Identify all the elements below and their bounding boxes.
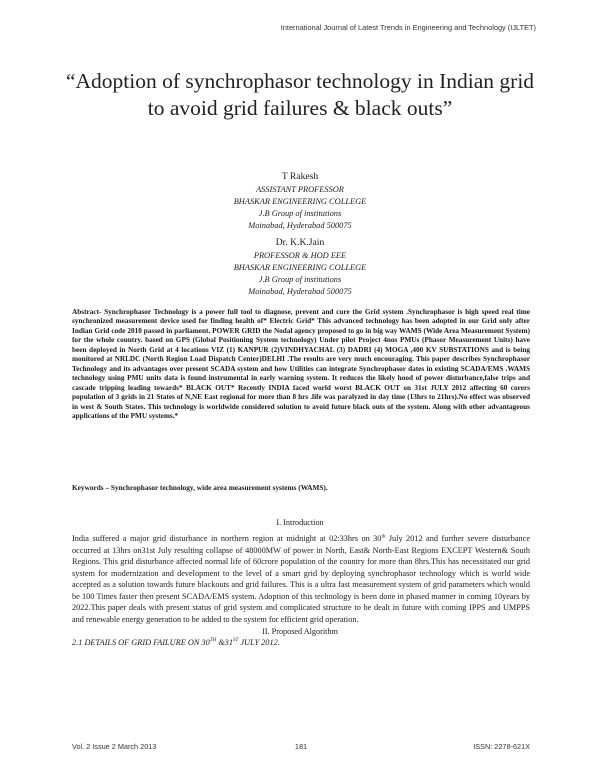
journal-header: International Journal of Latest Trends in Engineering and Technology (IJLTET) [280, 23, 536, 32]
author-name: T Rakesh [281, 171, 319, 182]
author-block-1 [80, 170, 520, 232]
superscript: TH [209, 638, 217, 644]
section-heading-proposed-algorithm: II. Proposed Algorithm [262, 627, 338, 636]
subsection-part: &31 [216, 638, 233, 647]
section-heading-introduction: I. Introduction [276, 518, 324, 527]
subsection-part: JULY 2012. [238, 638, 280, 647]
introduction-body [72, 533, 530, 625]
footer-page-number: 181 [294, 742, 308, 751]
footer-issn: ISSN: 2278-621X [473, 742, 530, 751]
author-college: BHASKAR ENGINEERING COLLEGE [233, 263, 367, 272]
superscript: ST [232, 638, 239, 644]
footer-volume: Vol. 2 Issue 2 March 2013 [72, 742, 157, 751]
author-college: BHASKAR ENGINEERING COLLEGE [233, 197, 367, 206]
subsection-heading [72, 638, 530, 647]
abstract: Abstract- Synchrophasor Technology is a power full tool to diagnose, prevent and cure the Grid system .Synchrophasor is high speed real time synchronized measurement device used for finding health of* Electric Grid* This advanced technology has been adopted in our Grid only after Indian Grid code 2010 passed in parliament. POWER GRID the Nodal agency proposed to go in big way WAMS (Wide Area Measurement System) for the whole country. based on GPS (Global Positioning System technology) Under pilot Project 4nos PMUs (Phasor Measurement Units) have been deployed in North Grid at 4 locations VIZ (1) KANPUR (2)VINDHYACHAL (3) DADRI (4) MOGA ,400 KV SUBSTATIONS and is being monitored at NRLDC (North Region Load Dispatch Center)DELHI .The results are very much encouraging. This paper describes Synchrophasor Technology and its advantages over present SCADA system and how Utilities can integrate Synchrophasor dates in existing SCADA/EMS .WAMS technology using PMU units data is found instrumental in early warning system. It reduces the likely hood of power disturbance,false trips and cascade tripping leading towards* BLACK OUT* Recently INDIA faced world worst BLACK OUT on 31st JULY 2012 affecting 60 corers population of 3 grids in 21 States of N,NE East regional for more than 8 hrs .life was paralyzed in day time (13hrs to 21hrs).No effect was observed in west & South States. This technology is worldwide considered solution to avoid future black outs of the system. Along with other advantageous applications of the PMU systems.* [72, 308, 530, 420]
author-title: PROFESSOR & HOD EEE [253, 251, 347, 260]
author-institution: J.B Group of institutions [258, 209, 342, 218]
author-title: ASSISTANT PROFESSOR [256, 185, 344, 194]
body-text-part: July 2012 and further severe disturbance occurred at 13hrs on31st July resulting collapse of 48000MW of power in North, East& North-East Regions EXCEPT Western& South Regions. This grid disturbance affected normal life of 60crore population of the country for more than 8hrs.This has necessitated our grid system for modernization and development to the level of a smart grid by deploying synchrophasor technology which is world wide accepted as a solution towards future blackouts and grid failures. This is a ultra fast measurement system of grid parameters which would be 100 Times faster then present SCADA/EMS system. Adoption of this technology is been done in phased manner in coming 10years by 2022.This paper deals with present status of grid system and complicated structure to be dealt in future with coming IPPS and UMPPS and renewable energy generation to be added to the system for efficient grid operation. [72, 534, 530, 624]
subsection-part: 2.1 DETAILS OF GRID FAILURE ON 30 [72, 638, 210, 647]
superscript: th [381, 534, 386, 540]
paper-title: “Adoption of synchrophasor technology in Indian grid to avoid grid failures & black outs” [65, 69, 535, 120]
author-address: Moinabad, Hyderabad 500075 [248, 287, 352, 296]
author-name: Dr. K.K.Jain [275, 237, 325, 248]
author-block-2 [80, 236, 520, 298]
author-institution: J.B Group of institutions [258, 275, 342, 284]
keywords: Keywords – Synchrophasor technology, wide area measurement systems (WAMS). [72, 483, 328, 492]
author-address: Moinabad, Hyderabad 500075 [248, 221, 352, 230]
body-text-part: India suffered a major grid disturbance in northern region at midnight at 02:33hrs on 30 [72, 534, 382, 543]
